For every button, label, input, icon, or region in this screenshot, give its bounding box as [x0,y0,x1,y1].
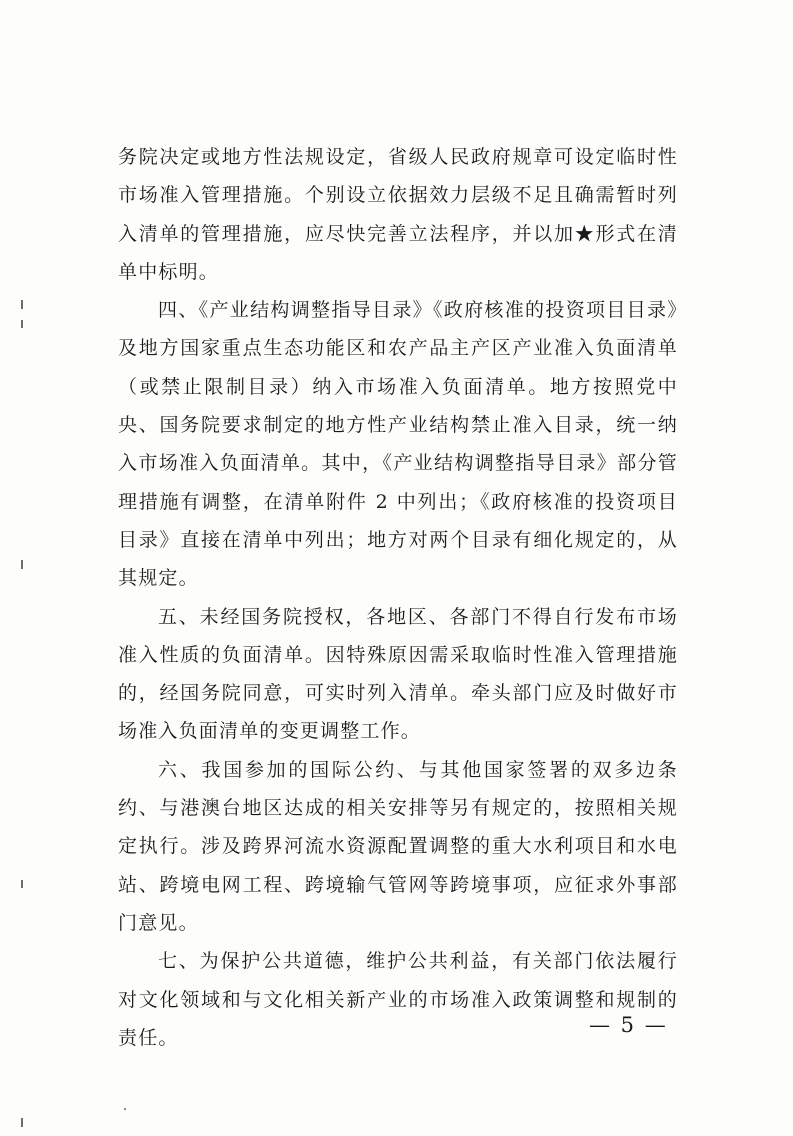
scan-mark [21,1118,23,1127]
paragraph-item-4: 四、《产业结构调整指导目录》《政府核准的投资项目目录》及地方国家重点生态功能区和农产品主产区产业准入负面清单（或禁止限制目录）纳入市场准入负面清单。地方按照党中央、国务院要求制定的地方性产业结构禁止准入目录，统一纳入市场准入负面清单。其中，《产业结构调整指导目录》部分管理措施有调整，在清单附件 2 中列出；《政府核准的投资项目目录》直接在清单中列出；地方对两个目录有细化规定的，从其规定。 [118,299,678,590]
scan-mark [21,880,23,888]
scan-mark [21,320,23,328]
page-number: — 5 — [589,1013,668,1037]
document-body [118,138,678,1057]
scan-dot [124,1108,126,1110]
paragraph-item-7: 七、为保护公共道德，维护公共利益，有关部门依法履行对文化领域和与文化相关新产业的市场准入政策调整和规制的责任。 [118,950,678,1049]
paragraph-item-5: 五、未经国务院授权，各地区、各部门不得自行发布市场准入性质的负面清单。因特殊原因需采取临时性准入管理措施的，经国务院同意，可实时列入清单。牵头部门应及时做好市场准入负面清单的变更调整工作。 [118,605,678,743]
paragraph-item-6: 六、我国参加的国际公约、与其他国家签署的双多边条约、与港澳台地区达成的相关安排等另有规定的，按照相关规定执行。涉及跨界河流水资源配置调整的重大水利项目和水电站、跨境电网工程、跨境输气管网等跨境事项，应征求外事部门意见。 [118,758,678,934]
scan-mark [21,300,23,309]
paragraph-continuation: 务院决定或地方性法规设定，省级人民政府规章可设定临时性市场准入管理措施。个别设立依据效力层级不足且确需暂时列入清单的管理措施，应尽快完善立法程序，并以加★形式在清单中标明。 [118,146,678,283]
scan-mark [21,560,23,569]
